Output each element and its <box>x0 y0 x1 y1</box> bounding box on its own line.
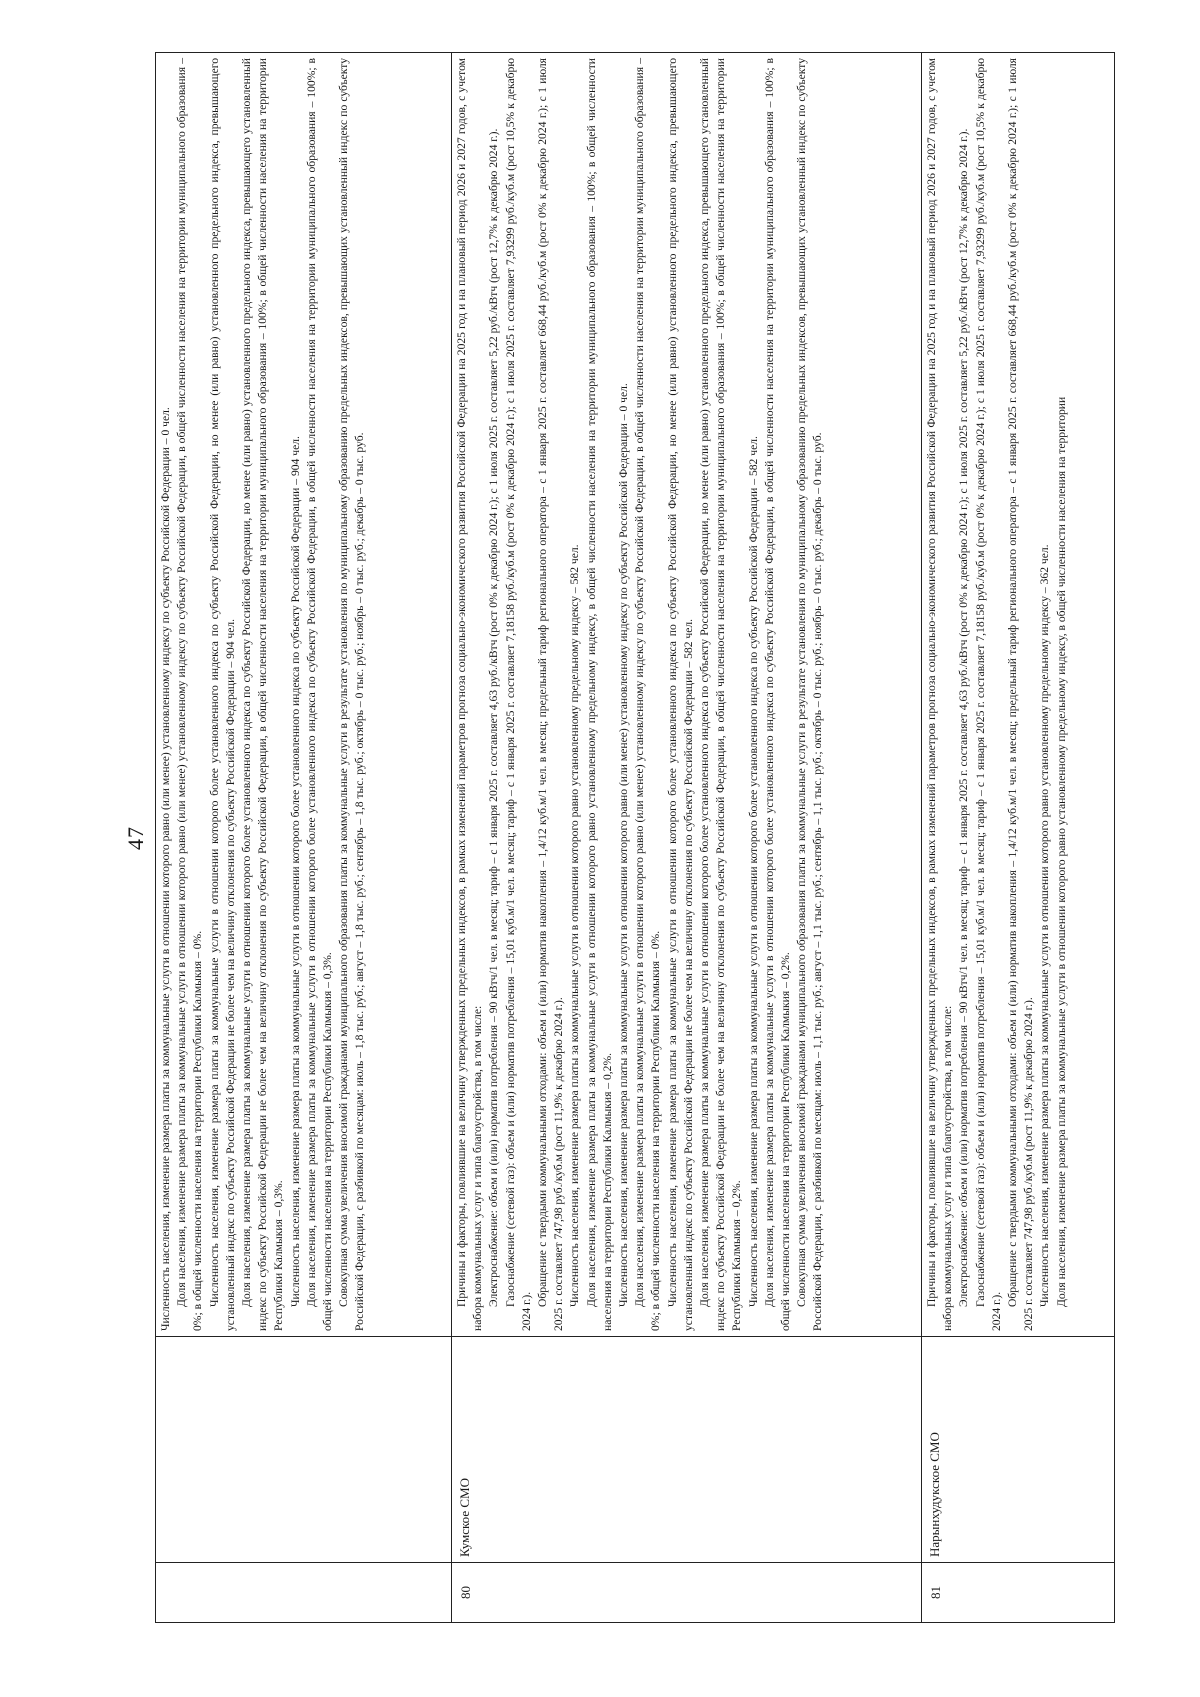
description-paragraph: Доля населения, изменение размера платы за коммунальные услуги в отношении которого равно (или менее) установленному индексу по субъекту Российской Федерации, в общей численности населения на территории муниципального образования – 0%; в общей численности населения на территории Республики Калмыкия – 0%. <box>175 58 205 1331</box>
table-row <box>156 53 452 1623</box>
row-description-cell <box>156 53 452 1337</box>
description-paragraph: Обращение с твердыми коммунальными отходами: объем и (или) норматив накопления – 1,4/12 куб.м/1 чел. в месяц; предельный тариф регионального оператора – с 1 января 2025 г. составляет 668,44 руб./куб.м (рост 0% к декабрю 2024 г.); с 1 июля 2025 г. составляет 747,98 руб./куб.м (рост 11,9% к декабрю 2024 г.). <box>536 58 566 1331</box>
description-paragraph: Доля населения, изменение размера платы за коммунальные услуги в отношении которого равно (или менее) установленному индексу по субъекту Российской Федерации, в общей численности населения на территории муниципального образования – 0%; в общей численности населения на территории Республики Калмыкия – 0%. <box>633 58 663 1331</box>
row-number-cell: 80 <box>452 1563 922 1623</box>
description-paragraph: Численность населения, изменение размера платы за коммунальные услуги в отношении которого равно (или менее) установленному индексу по субъекту Российской Федерации – 0 чел. <box>617 383 631 1307</box>
description-paragraph: Газоснабжение (сетевой газ): объем и (или) норматив потребления – 15,01 куб.м/1 чел. в месяц; тариф – с 1 января 2025 г. составляет 7,18158 руб./куб.м (рост 0% к декабрю 2024 г.); с 1 июля 2025 г. составляет 7,93299 руб./куб.м (рост 10,5% к декабрю 2024 г.). <box>973 58 1003 1331</box>
municipality-name-cell: Нарынхудукское СМО <box>922 1337 1115 1563</box>
description-paragraph: Численность населения, изменение размера платы за коммунальные услуги в отношении которого равно (или менее) установленному индексу по субъекту Российской Федерации – 0 чел. <box>159 407 172 1331</box>
document-table <box>155 52 1115 1623</box>
description-paragraph: Доля населения, изменение размера платы за коммунальные услуги в отношении которого равно установленному предельному индексу, в общей численности населения на территории муниципального образования – 100%; в общей численности населения на территории Республики Калмыкия – 0,2%. <box>584 58 614 1331</box>
page-number: 47 <box>123 826 148 850</box>
description-paragraph: Доля населения, изменение размера платы за коммунальные услуги в отношении которого более установленного индекса по субъекту Российской Федерации, но менее (или равно) установленного предельного индекса, превышающего установленный индекс по субъекту Российской Федерации не более чем на величину отклонения по субъекту Российской Федерации, в общей численности населения на территории муниципального образования – 100%; в общей численности населения на территории Республики Калмыкия – 0,2%. <box>698 58 744 1331</box>
table-row <box>452 53 922 1623</box>
municipality-name-cell: Кумское СМО <box>452 1337 922 1563</box>
description-paragraph: Электроснабжение: объем и (или) норматив потребления – 90 кВтч/1 чел. в месяц; тариф – с 1 января 2025 г. составляет 4,63 руб./кВтч (рост 0% к декабрю 2024 г.); с 1 июля 2025 г. составляет 5,22 руб./кВтч (рост 12,7% к декабрю 2024 г.). <box>487 128 501 1307</box>
description-paragraph: Численность населения, изменение размера платы за коммунальные услуги в отношении которого более установленного индекса по субъекту Российской Федерации – 582 чел. <box>746 436 760 1307</box>
rotated-page <box>115 53 1115 1623</box>
description-paragraph: Численность населения, изменение размера платы за коммунальные услуги в отношении которого равно установленному предельному индексу – 582 чел. <box>568 544 582 1307</box>
row-number-cell <box>156 1563 452 1623</box>
description-paragraph: Газоснабжение (сетевой газ): объем и (или) норматив потребления – 15,01 куб.м/1 чел. в месяц; тариф – с 1 января 2025 г. составляет 7,18158 руб./куб.м (рост 0% к декабрю 2024 г.); с 1 июля 2025 г. составляет 7,93299 руб./куб.м (рост 10,5% к декабрю 2024 г.). <box>503 58 533 1331</box>
description-paragraph: Численность населения, изменение размера платы за коммунальные услуги в отношении которого более установленного индекса по субъекту Российской Федерации, но менее (или равно) установленного предельного индекса, превышающего установленный индекс по субъекту Российской Федерации не более чем на величину отклонения по субъекту Российской Федерации – 904 чел. <box>207 58 237 1331</box>
table-row <box>922 53 1115 1623</box>
description-paragraph: Совокупная сумма увеличения вносимой гражданами муниципального образования платы за коммунальные услуги в результате установления по муниципальному образованию предельных индексов, превышающих установленный индекс по субъекту Российской Федерации, с разбивкой по месяцам: июль – 1,8 тыс. руб.; август – 1,8 тыс. руб.; сентябрь – 1,8 тыс. руб.; октябрь – 0 тыс. руб.; ноябрь – 0 тыс. руб.; декабрь – 0 тыс. руб. <box>337 58 367 1331</box>
description-paragraph: Численность населения, изменение размера платы за коммунальные услуги в отношении которого равно установленному предельному индексу – 362 чел. <box>1038 544 1052 1307</box>
description-paragraph: Доля населения, изменение размера платы за коммунальные услуги в отношении которого более установленного индекса по субъекту Российской Федерации, но менее (или равно) установленного предельного индекса, превышающего установленный индекс по субъекту Российской Федерации не более чем на величину отклонения по субъекту Российской Федерации, в общей численности населения на территории муниципального образования – 100%; в общей численности населения на территории Республики Калмыкия – 0,3%. <box>240 58 286 1331</box>
description-paragraph: Доля населения, изменение размера платы за коммунальные услуги в отношении которого более установленного индекса по субъекту Российской Федерации, в общей численности населения на территории муниципального образования – 100%; в общей численности населения на территории Республики Калмыкия – 0,2%. <box>762 58 793 1331</box>
row-description-cell <box>922 53 1115 1337</box>
description-paragraph: Электроснабжение: объем и (или) норматив потребления – 90 кВтч/1 чел. в месяц; тариф – с 1 января 2025 г. составляет 4,63 руб./кВтч (рост 0% к декабрю 2024 г.); с 1 июля 2025 г. составляет 5,22 руб./кВтч (рост 12,7% к декабрю 2024 г.). <box>957 128 971 1307</box>
municipality-name-cell <box>156 1337 452 1563</box>
description-paragraph: Совокупная сумма увеличения вносимой гражданами муниципального образования платы за коммунальные услуги в результате установления по муниципальному образованию предельных индексов, превышающих установленный индекс по субъекту Российской Федерации, с разбивкой по месяцам: июль – 1,1 тыс. руб.; август – 1,1 тыс. руб.; сентябрь – 1,1 тыс. руб.; октябрь – 0 тыс. руб.; ноябрь – 0 тыс. руб.; декабрь – 0 тыс. руб. <box>795 58 825 1331</box>
description-paragraph: Численность населения, изменение размера платы за коммунальные услуги в отношении которого более установленного индекса по субъекту Российской Федерации – 904 чел. <box>288 436 302 1307</box>
description-paragraph: Доля населения, изменение размера платы за коммунальные услуги в отношении которого равно установленному предельному индексу, в общей численности населения на территории <box>1054 396 1068 1307</box>
description-paragraph: Обращение с твердыми коммунальными отходами: объем и (или) норматив накопления – 1,4/12 куб.м/1 чел. в месяц; предельный тариф регионального оператора – с 1 января 2025 г. составляет 668,44 руб./куб.м (рост 0% к декабрю 2024 г.); с 1 июля 2025 г. составляет 747,98 руб./куб.м (рост 11,9% к декабрю 2024 г.). <box>1006 58 1036 1331</box>
row-description-cell <box>452 53 922 1337</box>
description-paragraph: Причины и факторы, повлиявшие на величину утвержденных предельных индексов, в рамках изменений параметров прогноза социально-экономического развития Российской Федерации на 2025 год и на плановый период 2026 и 2027 годов, с учетом набора коммунальных услуг и типа благоустройства, в том числе: <box>925 58 955 1331</box>
row-number-cell: 81 <box>922 1563 1115 1623</box>
description-paragraph: Причины и факторы, повлиявшие на величину утвержденных предельных индексов, в рамках изменений параметров прогноза социально-экономического развития Российской Федерации на 2025 год и на плановый период 2026 и 2027 годов, с учетом набора коммунальных услуг и типа благоустройства, в том числе: <box>455 58 485 1331</box>
description-paragraph: Численность населения, изменение размера платы за коммунальные услуги в отношении которого более установленного индекса по субъекту Российской Федерации, но менее (или равно) установленного предельного индекса, превышающего установленный индекс по субъекту Российской Федерации не более чем на величину отклонения по субъекту Российской Федерации – 582 чел. <box>665 58 695 1331</box>
description-paragraph: Доля населения, изменение размера платы за коммунальные услуги в отношении которого более установленного индекса по субъекту Российской Федерации, в общей численности населения на территории муниципального образования – 100%; в общей численности населения на территории Республики Калмыкия – 0,3%. <box>304 58 335 1331</box>
